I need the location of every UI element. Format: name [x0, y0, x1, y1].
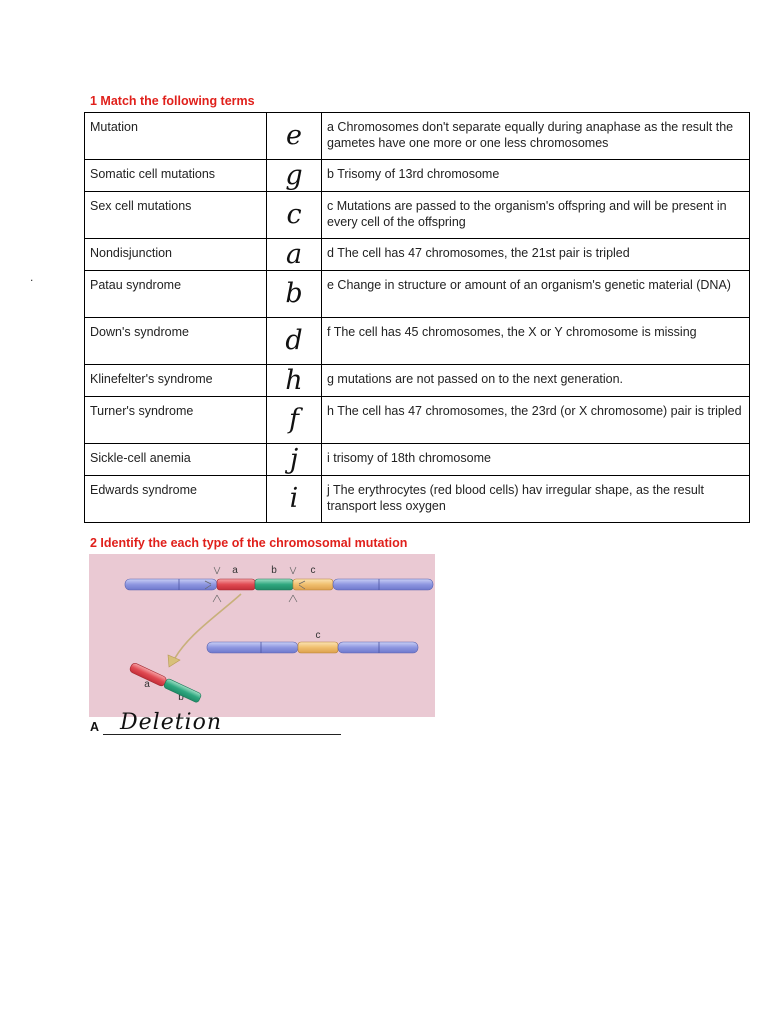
- stray-dot: .: [30, 270, 34, 284]
- question-2-title: 2 Identify the each type of the chromosomal mutation: [90, 536, 408, 550]
- definition-cell: j The erythrocytes (red blood cells) hav irregular shape, as the result transport less oxygen: [322, 476, 750, 523]
- label-c-result: c: [315, 630, 321, 641]
- label-a-fragment: a: [144, 679, 150, 690]
- table-row: [85, 476, 750, 523]
- chromosome-deletion-diagram: [89, 554, 435, 717]
- table-row: [85, 113, 750, 160]
- segment-a: [217, 579, 255, 590]
- term-cell: Sickle-cell anemia: [85, 444, 267, 476]
- handwritten-answer: j: [267, 444, 322, 476]
- handwritten-answer-deletion: Deletion: [120, 710, 223, 735]
- table-row: [85, 271, 750, 318]
- definition-cell: i trisomy of 18th chromosome: [322, 444, 750, 476]
- deletion-arrow: [168, 594, 241, 667]
- table-row: [85, 444, 750, 476]
- label-b-top: b: [271, 565, 277, 576]
- deleted-fragment: [129, 662, 202, 703]
- term-cell: Turner's syndrome: [85, 397, 267, 444]
- original-chromosome: [125, 579, 433, 590]
- label-c-top: c: [310, 565, 316, 576]
- term-cell: Sex cell mutations: [85, 192, 267, 239]
- handwritten-answer: a: [267, 239, 322, 271]
- term-cell: Nondisjunction: [85, 239, 267, 271]
- term-cell: Down's syndrome: [85, 318, 267, 365]
- answer-label: A: [90, 720, 100, 734]
- term-cell: Mutation: [85, 113, 267, 160]
- handwritten-answer: c: [267, 192, 322, 239]
- table-row: [85, 160, 750, 192]
- term-cell: Somatic cell mutations: [85, 160, 267, 192]
- handwritten-answer: i: [267, 476, 322, 523]
- handwritten-answer: g: [267, 160, 322, 192]
- table-row: [85, 318, 750, 365]
- term-cell: Klinefelter's syndrome: [85, 365, 267, 397]
- segment-b: [255, 579, 293, 590]
- matching-table: [84, 112, 750, 523]
- diagram-svg: [89, 554, 435, 717]
- definition-cell: f The cell has 45 chromosomes, the X or Y chromosome is missing: [322, 318, 750, 365]
- definition-cell: h The cell has 47 chromosomes, the 23rd (or X chromosome) pair is tripled: [322, 397, 750, 444]
- term-cell: Patau syndrome: [85, 271, 267, 318]
- handwritten-answer: d: [267, 318, 322, 365]
- label-a-top: a: [232, 565, 238, 576]
- table-row: [85, 239, 750, 271]
- label-b-fragment: b: [178, 692, 184, 703]
- definition-cell: e Change in structure or amount of an organism's genetic material (DNA): [322, 271, 750, 318]
- table-row: [85, 397, 750, 444]
- handwritten-answer: b: [267, 271, 322, 318]
- term-cell: Edwards syndrome: [85, 476, 267, 523]
- definition-cell: g mutations are not passed on to the next generation.: [322, 365, 750, 397]
- resulting-chromosome: [207, 642, 418, 653]
- definition-cell: a Chromosomes don't separate equally during anaphase as the result the gametes have one more or one less chromosomes: [322, 113, 750, 160]
- table-row: [85, 365, 750, 397]
- definition-cell: d The cell has 47 chromosomes, the 21st pair is tripled: [322, 239, 750, 271]
- handwritten-answer: e: [267, 113, 322, 160]
- handwritten-answer: h: [267, 365, 322, 397]
- table-row: [85, 192, 750, 239]
- handwritten-answer: f: [267, 397, 322, 444]
- definition-cell: c Mutations are passed to the organism's offspring and will be present in every cell of the offspring: [322, 192, 750, 239]
- segment-c: [293, 579, 333, 590]
- question-1-title: 1 Match the following terms: [90, 94, 255, 108]
- definition-cell: b Trisomy of 13rd chromosome: [322, 160, 750, 192]
